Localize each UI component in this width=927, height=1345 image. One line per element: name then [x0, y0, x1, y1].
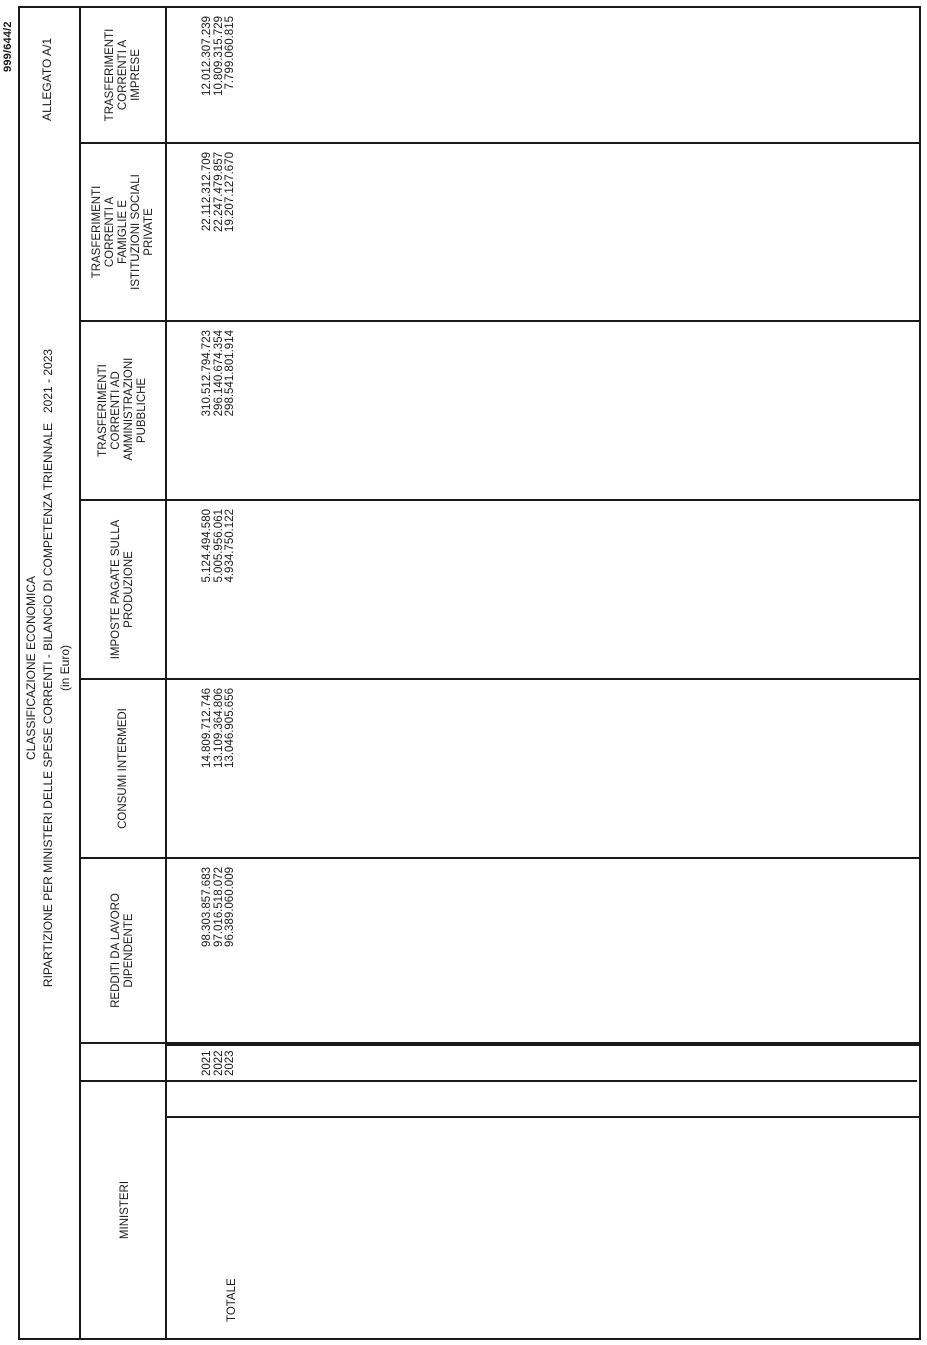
year-2022: 2022: [212, 1050, 225, 1076]
title-band: [20, 8, 81, 1338]
table-frame: [18, 6, 921, 1340]
column-redditi: [167, 859, 919, 1044]
column-header-redditi: REDDITI DA LAVORO DIPENDENTE: [81, 859, 165, 1044]
value-redditi-2021: 98.303.857.683: [201, 867, 213, 947]
document-code: 999/644/2: [2, 21, 14, 72]
column-header-ministeri: MINISTERI: [81, 1080, 917, 1338]
column-header-imposte: IMPOSTE PAGATE SULLA PRODUZIONE: [81, 501, 165, 680]
value-trasferimenti-pa-2023: 298.541.801.914: [224, 330, 237, 417]
value-trasferimenti-imprese-2023: 7.799.060.815: [224, 16, 237, 90]
value-redditi-2022: 97.016.518.072: [212, 867, 225, 947]
allegato-label: ALLEGATO A/1: [40, 38, 54, 121]
value-imposte-2021: 5.124.494.580: [201, 509, 213, 583]
column-trasferimenti-famiglie: [167, 144, 919, 322]
column-header-consumi: CONSUMI INTERMEDI: [81, 680, 165, 859]
data-table: [81, 8, 919, 1338]
column-imposte: [167, 501, 919, 680]
value-trasferimenti-pa-2021: 310.512.794.723: [201, 330, 213, 417]
title-line-ripartizione: RIPARTIZIONE PER MINISTERI DELLE SPESE CORRENTI - BILANCIO DI COMPETENZA TRIENNALE 2021 - 2023: [41, 348, 55, 988]
column-trasferimenti-pa: [167, 322, 919, 501]
value-trasferimenti-famiglie-2021: 22.112.312.709: [201, 152, 213, 232]
value-consumi-2022: 13.109.364.806: [212, 688, 225, 768]
column-trasferimenti-imprese: [167, 8, 919, 144]
value-imposte-2023: 4.934.750.122: [224, 509, 237, 583]
value-trasferimenti-imprese-2021: 12.012.307.239: [201, 16, 213, 96]
year-2021: 2021: [201, 1050, 213, 1076]
value-redditi-2023: 96.389.060.009: [224, 867, 237, 947]
value-trasferimenti-famiglie-2022: 22.247.479.857: [212, 152, 225, 232]
years-column: [167, 1044, 919, 1080]
column-header-trasferimenti-imprese: TRASFERIMENTI CORRENTI A IMPRESE: [81, 8, 165, 144]
column-header-trasferimenti-pa: TRASFERIMENTI CORRENTI AD AMMINISTRAZIONI PUBBLICHE: [81, 322, 165, 501]
value-consumi-2021: 14.809.712.746: [201, 688, 213, 768]
title-block: [23, 218, 74, 1118]
value-consumi-2023: 13.046.905.656: [224, 688, 237, 768]
year-2023: 2023: [224, 1050, 237, 1076]
title-line-unit: (in Euro): [58, 645, 72, 692]
totale-row-label: TOTALE: [226, 1278, 238, 1322]
value-imposte-2022: 5.005.956.061: [212, 509, 225, 583]
years-list: [202, 1050, 237, 1076]
value-trasferimenti-imprese-2022: 10.809.315.729: [212, 16, 225, 96]
column-consumi: [167, 680, 919, 859]
value-trasferimenti-pa-2022: 296.140.674.354: [212, 330, 225, 417]
value-trasferimenti-famiglie-2023: 19.207.127.670: [224, 152, 237, 232]
column-header-trasferimenti-famiglie: TRASFERIMENTI CORRENTI A FAMIGLIE E ISTITUZIONI SOCIALI PRIVATE: [81, 144, 165, 322]
title-line-classificazione: CLASSIFICAZIONE ECONOMICA: [24, 575, 38, 761]
